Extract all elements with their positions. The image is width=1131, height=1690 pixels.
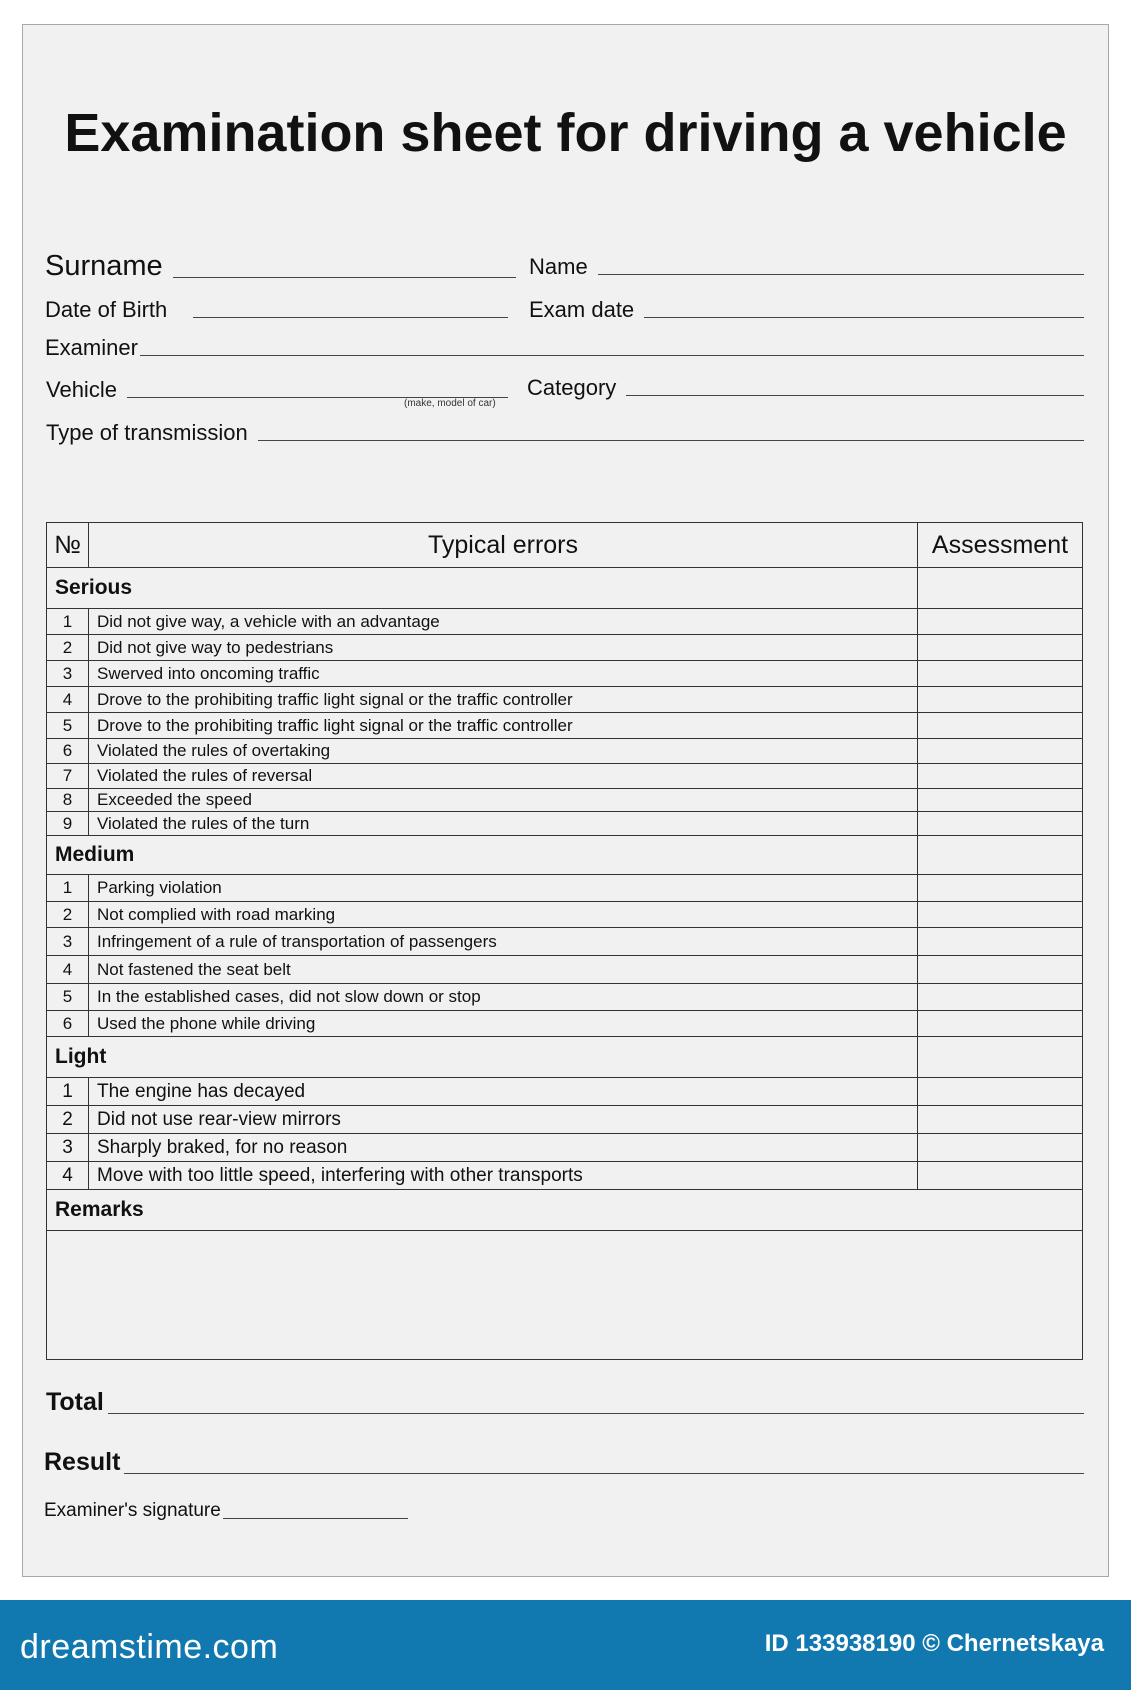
error-description: Not complied with road marking xyxy=(89,902,918,928)
header-no: № xyxy=(47,523,89,568)
error-description: Swerved into oncoming traffic xyxy=(89,661,918,687)
table-row xyxy=(47,609,1083,635)
assessment-cell[interactable] xyxy=(918,687,1083,713)
error-description: The engine has decayed xyxy=(89,1078,918,1106)
exam-date-line[interactable] xyxy=(644,317,1084,318)
assessment-cell[interactable] xyxy=(918,902,1083,928)
assessment-cell[interactable] xyxy=(918,836,1083,875)
transmission-line[interactable] xyxy=(258,440,1084,441)
row-number: 8 xyxy=(47,789,89,812)
error-description: Did not give way to pedestrians xyxy=(89,635,918,661)
table-row xyxy=(47,956,1083,984)
error-description: Infringement of a rule of transportation of passengers xyxy=(89,928,918,956)
total-field[interactable] xyxy=(46,1388,1084,1417)
signature-label: Examiner's signature xyxy=(44,1500,221,1521)
error-description: Drove to the prohibiting traffic light signal or the traffic controller xyxy=(89,713,918,739)
error-description: Move with too little speed, interfering with other transports xyxy=(89,1162,918,1190)
header-typical-errors: Typical errors xyxy=(89,523,918,568)
surname-label: Surname xyxy=(45,250,163,282)
errors-table xyxy=(46,522,1083,1360)
table-row xyxy=(47,812,1083,836)
error-description: Exceeded the speed xyxy=(89,789,918,812)
row-number: 1 xyxy=(47,875,89,902)
header-assessment: Assessment xyxy=(918,523,1083,568)
result-label: Result xyxy=(44,1448,121,1476)
row-number: 6 xyxy=(47,1011,89,1037)
vehicle-hint: (make, model of car) xyxy=(404,398,496,409)
error-description: Violated the rules of overtaking xyxy=(89,739,918,764)
table-header-row xyxy=(47,523,1083,568)
transmission-field[interactable] xyxy=(46,420,1084,446)
section-label: Light xyxy=(47,1037,918,1078)
assessment-cell[interactable] xyxy=(918,875,1083,902)
assessment-cell[interactable] xyxy=(918,1078,1083,1106)
assessment-cell[interactable] xyxy=(918,1011,1083,1037)
exam-date-label: Exam date xyxy=(529,297,635,322)
signature-line[interactable] xyxy=(223,1518,408,1519)
total-label: Total xyxy=(46,1388,104,1416)
table-row xyxy=(47,789,1083,812)
row-number: 4 xyxy=(47,687,89,713)
table-row xyxy=(47,928,1083,956)
remarks-header xyxy=(47,1190,1083,1231)
assessment-cell[interactable] xyxy=(918,1134,1083,1162)
category-label: Category xyxy=(527,375,617,400)
section-label: Medium xyxy=(47,836,918,875)
error-description: Parking violation xyxy=(89,875,918,902)
row-number: 5 xyxy=(47,984,89,1011)
page-title: Examination sheet for driving a vehicle xyxy=(64,103,1067,163)
assessment-cell[interactable] xyxy=(918,812,1083,836)
section-light xyxy=(47,1037,1083,1078)
row-number: 5 xyxy=(47,713,89,739)
assessment-cell[interactable] xyxy=(918,568,1083,609)
error-description: Used the phone while driving xyxy=(89,1011,918,1037)
assessment-cell[interactable] xyxy=(918,956,1083,984)
row-number: 6 xyxy=(47,739,89,764)
assessment-cell[interactable] xyxy=(918,764,1083,789)
table-row xyxy=(47,1134,1083,1162)
table-row xyxy=(47,1078,1083,1106)
row-number: 2 xyxy=(47,635,89,661)
result-line[interactable] xyxy=(124,1473,1084,1474)
error-description: Did not give way, a vehicle with an advantage xyxy=(89,609,918,635)
dob-line[interactable] xyxy=(193,317,508,318)
assessment-cell[interactable] xyxy=(918,713,1083,739)
row-number: 4 xyxy=(47,1162,89,1190)
signature-field[interactable] xyxy=(44,1500,408,1522)
remarks-area[interactable] xyxy=(47,1231,1083,1360)
section-medium xyxy=(47,836,1083,875)
name-field[interactable] xyxy=(529,254,1084,280)
assessment-cell[interactable] xyxy=(918,928,1083,956)
table-row xyxy=(47,984,1083,1011)
row-number: 3 xyxy=(47,928,89,956)
name-label: Name xyxy=(529,254,588,279)
assessment-cell[interactable] xyxy=(918,661,1083,687)
row-number: 4 xyxy=(47,956,89,984)
table-row xyxy=(47,1011,1083,1037)
row-number: 7 xyxy=(47,764,89,789)
vehicle-label: Vehicle xyxy=(46,377,117,402)
table-row xyxy=(47,687,1083,713)
table-row xyxy=(47,764,1083,789)
examiner-label: Examiner xyxy=(45,335,138,360)
row-number: 2 xyxy=(47,902,89,928)
table-row xyxy=(47,1162,1083,1190)
image-credit: ID 133938190 © Chernetskaya xyxy=(764,1630,1104,1657)
row-number: 2 xyxy=(47,1106,89,1134)
assessment-cell[interactable] xyxy=(918,789,1083,812)
assessment-cell[interactable] xyxy=(918,1162,1083,1190)
row-number: 3 xyxy=(47,661,89,687)
result-field[interactable] xyxy=(44,1448,1084,1477)
category-field[interactable] xyxy=(527,375,1084,401)
dob-label: Date of Birth xyxy=(45,297,168,322)
table-row xyxy=(47,661,1083,687)
assessment-cell[interactable] xyxy=(918,635,1083,661)
assessment-cell[interactable] xyxy=(918,1106,1083,1134)
error-description: Violated the rules of the turn xyxy=(89,812,918,836)
exam-date-field[interactable] xyxy=(529,297,1084,323)
footer-banner xyxy=(0,1600,1131,1690)
category-line[interactable] xyxy=(626,395,1084,396)
table-row xyxy=(47,875,1083,902)
row-number: 1 xyxy=(47,1078,89,1106)
surname-line[interactable] xyxy=(173,277,516,278)
table-row xyxy=(47,1106,1083,1134)
assessment-cell[interactable] xyxy=(918,609,1083,635)
assessment-cell[interactable] xyxy=(918,739,1083,764)
table-row xyxy=(47,902,1083,928)
examiner-field[interactable] xyxy=(45,335,1084,361)
error-description: Sharply braked, for no reason xyxy=(89,1134,918,1162)
section-serious xyxy=(47,568,1083,609)
total-line[interactable] xyxy=(108,1413,1084,1414)
table-row xyxy=(47,713,1083,739)
row-number: 9 xyxy=(47,812,89,836)
surname-field[interactable] xyxy=(45,250,516,283)
examiner-line[interactable] xyxy=(140,355,1084,356)
section-label: Serious xyxy=(47,568,918,609)
dob-field[interactable] xyxy=(45,297,508,323)
error-description: Violated the rules of reversal xyxy=(89,764,918,789)
table-row xyxy=(47,635,1083,661)
dreamstime-logo: dreamstime.com xyxy=(20,1628,279,1666)
table-row xyxy=(47,739,1083,764)
assessment-cell[interactable] xyxy=(918,984,1083,1011)
row-number: 1 xyxy=(47,609,89,635)
transmission-label: Type of transmission xyxy=(46,420,248,445)
remarks-label: Remarks xyxy=(47,1190,1083,1231)
error-description: Not fastened the seat belt xyxy=(89,956,918,984)
error-description: In the established cases, did not slow down or stop xyxy=(89,984,918,1011)
remarks-box[interactable] xyxy=(47,1231,1083,1360)
assessment-cell[interactable] xyxy=(918,1037,1083,1078)
error-description: Drove to the prohibiting traffic light signal or the traffic controller xyxy=(89,687,918,713)
row-number: 3 xyxy=(47,1134,89,1162)
error-description: Did not use rear-view mirrors xyxy=(89,1106,918,1134)
name-line[interactable] xyxy=(598,274,1084,275)
